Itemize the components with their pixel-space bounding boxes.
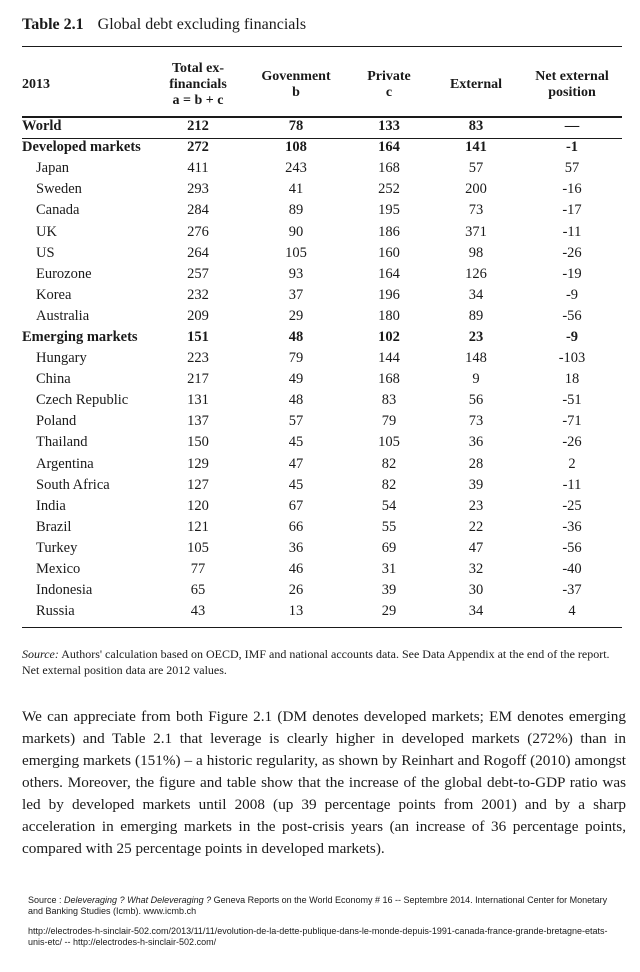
table-cell: 66 (288, 518, 304, 535)
table-cell: 264 (187, 244, 209, 261)
table-cell: 164 (378, 139, 400, 156)
table-cell: -37 (562, 582, 582, 599)
table-cell: 243 (285, 160, 307, 177)
country-row (22, 200, 622, 221)
table-cell: 151 (187, 328, 209, 345)
table-cell: 131 (187, 392, 209, 409)
table-cell: 168 (378, 371, 400, 388)
table-source-note (22, 646, 626, 678)
table-cell: 48 (288, 392, 304, 409)
table-cell: 39 (468, 476, 484, 493)
column-header-line: Total ex- (172, 61, 224, 76)
country-row (22, 559, 622, 580)
table-cell: -71 (562, 413, 582, 430)
column-header-line: Private (367, 69, 411, 84)
table-caption: Global debt excluding financials (97, 16, 307, 33)
table-cell: -17 (562, 202, 582, 219)
table-cell: -103 (558, 350, 586, 367)
row-label: Argentina (36, 455, 94, 472)
table-cell: -26 (562, 434, 582, 451)
row-label: India (36, 497, 66, 514)
table-cell: 30 (468, 582, 484, 599)
table-number: Table 2.1 (22, 16, 84, 33)
table-cell: 41 (288, 181, 304, 198)
table-cell: 200 (465, 181, 487, 198)
row-label: Emerging markets (22, 328, 138, 345)
column-header (22, 54, 152, 116)
table-cell: 126 (465, 265, 487, 282)
table-cell: 57 (288, 413, 304, 430)
table-cell: -1 (565, 139, 579, 156)
table-cell: 57 (468, 160, 484, 177)
country-row (22, 496, 622, 517)
table-cell: 23 (468, 328, 484, 345)
column-header-line: a = b + c (172, 93, 224, 108)
debt-table (22, 54, 622, 622)
group-row (22, 327, 622, 348)
table-cell: 102 (378, 328, 400, 345)
table-cell: 31 (381, 561, 397, 578)
table-body (22, 116, 622, 622)
table-cell: 150 (187, 434, 209, 451)
row-label: US (36, 244, 55, 261)
country-row (22, 243, 622, 264)
column-header (430, 54, 522, 116)
table-cell: 411 (187, 160, 209, 177)
table-cell: -56 (562, 539, 582, 556)
country-row (22, 411, 622, 432)
table-cell: 121 (187, 518, 209, 535)
country-row (22, 454, 622, 475)
row-label: Canada (36, 202, 80, 219)
row-label: Korea (36, 286, 72, 303)
country-row (22, 158, 622, 179)
table-cell: 34 (468, 603, 484, 620)
table-cell: 49 (288, 371, 304, 388)
table-cell: 168 (378, 160, 400, 177)
source-text: Authors' calculation based on OECD, IMF and national accounts data. See Data Appendix at the end of the report. Net external position data are 2012 values. (22, 647, 610, 677)
row-label: Indonesia (36, 582, 93, 599)
country-row (22, 179, 622, 200)
group-row (22, 116, 622, 137)
table-cell: -26 (562, 244, 582, 261)
table-cell: 276 (187, 223, 209, 240)
row-label: Mexico (36, 561, 81, 578)
column-header-line: 2013 (22, 77, 50, 92)
country-row (22, 369, 622, 390)
table-cell: -9 (565, 328, 579, 345)
column-header-line: financials (169, 77, 227, 92)
country-row (22, 264, 622, 285)
table-cell: 144 (378, 350, 400, 367)
row-label: Poland (36, 413, 77, 430)
table-cell: 98 (468, 244, 484, 261)
row-label: Sweden (36, 181, 82, 198)
table-cell: 55 (381, 518, 397, 535)
row-label: Russia (36, 603, 75, 620)
row-label: Turkey (36, 539, 78, 556)
table-cell: 32 (468, 561, 484, 578)
table-cell: 77 (190, 561, 206, 578)
table-cell: 257 (187, 265, 209, 282)
table-cell: -16 (562, 181, 582, 198)
table-header-row (22, 54, 622, 116)
table-cell: 48 (288, 328, 304, 345)
country-row (22, 580, 622, 601)
table-cell: 36 (288, 539, 304, 556)
table-cell: 36 (468, 434, 484, 451)
country-row (22, 348, 622, 369)
table-cell: 293 (187, 181, 209, 198)
table-cell: 57 (564, 160, 580, 177)
country-row (22, 475, 622, 496)
bottom-rule (22, 627, 622, 628)
table-cell: 127 (187, 476, 209, 493)
table-cell: -9 (565, 286, 579, 303)
table-cell: 160 (378, 244, 400, 261)
footer-source (28, 895, 618, 917)
table-cell: 141 (465, 139, 487, 156)
country-row (22, 285, 622, 306)
column-header (152, 54, 244, 116)
table-cell: 45 (288, 476, 304, 493)
country-row (22, 601, 622, 622)
country-row (22, 517, 622, 538)
table-cell: 105 (285, 244, 307, 261)
country-row (22, 390, 622, 411)
table-cell: 148 (465, 350, 487, 367)
table-cell: 4 (568, 603, 576, 620)
table-cell: -19 (562, 265, 582, 282)
table-cell: 9 (472, 371, 480, 388)
table-cell: 90 (288, 223, 304, 240)
table-title (22, 16, 306, 34)
table-cell: -25 (562, 497, 582, 514)
column-header (348, 54, 430, 116)
table-cell: 29 (288, 307, 304, 324)
table-cell: 46 (288, 561, 304, 578)
table-cell: 2 (568, 455, 576, 472)
table-cell: 82 (381, 476, 397, 493)
table-cell: 284 (187, 202, 209, 219)
table-cell: 39 (381, 582, 397, 599)
column-header (522, 54, 622, 116)
body-paragraph: We can appreciate from both Figure 2.1 (DM denotes developed markets; EM denotes emerging markets) and Table 2.1 that leverage is clearly higher in developed markets (272%) than in emerging markets (151%) – a historic regularity, as shown by Reinhart and Rogoff (2010) amongst others. Moreover, the figure and table show that the increase of the global debt-to-GDP ratio was led by developed markets until 2008 (up 39 percentage points from 2001) and by a sharp acceleration in emerging markets in the post-crisis years (an increase of 36 percentage points, compared with 25 percentage points in developed markets). (22, 708, 626, 857)
column-header-line: External (449, 77, 503, 92)
row-label: China (36, 371, 71, 388)
column-header-line: Govenment (261, 69, 331, 84)
table-cell: 108 (285, 139, 307, 156)
footer-source-title: Deleveraging ? What Deleveraging ? (64, 895, 212, 905)
table-cell: 73 (468, 413, 484, 430)
table-cell: 79 (381, 413, 397, 430)
row-label: Brazil (36, 518, 72, 535)
table-cell: 78 (288, 118, 304, 135)
table-cell: 47 (468, 539, 484, 556)
table-cell: 93 (288, 265, 304, 282)
table-cell: 23 (468, 497, 484, 514)
table-cell: 164 (378, 265, 400, 282)
row-label: Thailand (36, 434, 88, 451)
table-cell: 252 (378, 181, 400, 198)
country-row (22, 221, 622, 242)
table-cell: 196 (378, 286, 400, 303)
table-cell: 67 (288, 497, 304, 514)
table-cell: -51 (562, 392, 582, 409)
row-label: Developed markets (22, 139, 141, 156)
table-cell: — (564, 118, 580, 135)
table-cell: -36 (562, 518, 582, 535)
row-label: Hungary (36, 350, 87, 367)
table-cell: 69 (381, 539, 397, 556)
table-cell: 195 (378, 202, 400, 219)
column-header-line: b (292, 85, 300, 100)
table-cell: 133 (378, 118, 400, 135)
country-row (22, 538, 622, 559)
table-cell: 212 (187, 118, 209, 135)
footer-source-rest: Geneva Reports on the World Economy # 16 -- Septembre 2014. International Center for Monetary and Banking Studies (Icmb). www.icmb.ch (28, 895, 608, 916)
table-cell: 180 (378, 307, 400, 324)
table-cell: 45 (288, 434, 304, 451)
country-row (22, 432, 622, 453)
table-cell: 73 (468, 202, 484, 219)
top-rule (22, 46, 622, 47)
table-cell: 47 (288, 455, 304, 472)
table-cell: 129 (187, 455, 209, 472)
table-cell: 83 (381, 392, 397, 409)
table-cell: 82 (381, 455, 397, 472)
row-label: Eurozone (36, 265, 92, 282)
column-header (244, 54, 348, 116)
row-label: Australia (36, 307, 90, 324)
table-cell: 232 (187, 286, 209, 303)
table-cell: 89 (468, 307, 484, 324)
table-cell: 29 (381, 603, 397, 620)
table-cell: 26 (288, 582, 304, 599)
table-cell: 209 (187, 307, 209, 324)
table-cell: 13 (288, 603, 304, 620)
table-cell: 54 (381, 497, 397, 514)
source-label: Source: (22, 647, 59, 661)
table-cell: 37 (288, 286, 304, 303)
row-label: Czech Republic (36, 392, 129, 409)
table-cell: 34 (468, 286, 484, 303)
table-cell: 105 (378, 434, 400, 451)
table-cell: 120 (187, 497, 209, 514)
table-cell: 223 (187, 350, 209, 367)
row-label: UK (36, 223, 57, 240)
row-label: World (22, 118, 62, 135)
table-cell: 65 (190, 582, 206, 599)
table-cell: 83 (468, 118, 484, 135)
column-header-line: Net external (535, 69, 609, 84)
table-cell: 22 (468, 518, 484, 535)
table-cell: 18 (564, 371, 580, 388)
country-row (22, 306, 622, 327)
row-label: South Africa (36, 476, 110, 493)
row-label: Japan (36, 160, 70, 177)
table-cell: 43 (190, 603, 206, 620)
table-cell: 89 (288, 202, 304, 219)
table-cell: 56 (468, 392, 484, 409)
table-cell: 137 (187, 413, 209, 430)
footer-source-prefix: Source : (28, 895, 65, 905)
table-cell: 28 (468, 455, 484, 472)
table-cell: -11 (562, 476, 582, 493)
column-header-line: position (548, 85, 596, 100)
table-cell: 186 (378, 223, 400, 240)
group-row (22, 137, 622, 158)
table-cell: -56 (562, 307, 582, 324)
table-cell: -11 (562, 223, 582, 240)
table-cell: -40 (562, 561, 582, 578)
table-cell: 105 (187, 539, 209, 556)
table-cell: 371 (465, 223, 487, 240)
table-cell: 272 (187, 139, 209, 156)
table-cell: 217 (187, 371, 209, 388)
column-header-line: c (385, 85, 393, 100)
footer-links: http://electrodes-h-sinclair-502.com/2013/11/11/evolution-de-la-dette-publique-dans-le-monde-depuis-1991-canada-france-grande-bretagne-etats-unis-etc/ -- http://electrodes-h-sinclair-502.com/ (28, 926, 608, 947)
table-cell: 79 (288, 350, 304, 367)
